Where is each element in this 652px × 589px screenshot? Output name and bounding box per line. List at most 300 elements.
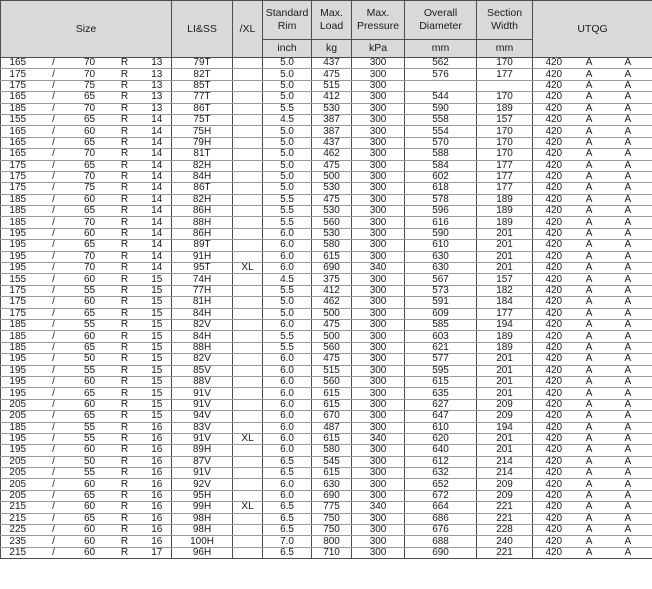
cell-treadwear: 420 — [533, 92, 575, 103]
cell-slash: / — [35, 183, 73, 194]
cell-slash: / — [35, 285, 73, 296]
cell-xl — [233, 399, 263, 410]
cell-xl — [233, 411, 263, 422]
cell-overall-diameter: 618 — [405, 183, 477, 194]
cell-aspect: 70 — [73, 103, 107, 114]
cell-max-pressure: 300 — [352, 536, 405, 547]
header-size: Size — [1, 1, 172, 58]
cell-aspect: 70 — [73, 251, 107, 262]
cell-section-width: 209 — [477, 399, 533, 410]
cell-traction: A — [575, 319, 604, 330]
cell-construction: R — [107, 445, 143, 456]
cell-slash: / — [35, 103, 73, 114]
cell-slash: / — [35, 149, 73, 160]
cell-temperature: A — [604, 479, 652, 490]
cell-load-speed: 95T — [172, 263, 233, 274]
cell-treadwear: 420 — [533, 240, 575, 251]
cell-slash: / — [35, 263, 73, 274]
cell-max-load: 580 — [312, 240, 352, 251]
cell-overall-diameter: 652 — [405, 479, 477, 490]
cell-aspect: 70 — [73, 217, 107, 228]
cell-slash: / — [35, 206, 73, 217]
cell-load-speed: 79H — [172, 137, 233, 148]
cell-load-speed: 81T — [172, 149, 233, 160]
cell-construction: R — [107, 228, 143, 239]
cell-width: 175 — [1, 183, 35, 194]
cell-width: 215 — [1, 547, 35, 558]
cell-construction: R — [107, 354, 143, 365]
cell-traction: A — [575, 160, 604, 171]
cell-max-pressure: 300 — [352, 547, 405, 558]
cell-rim-diameter: 13 — [143, 103, 172, 114]
cell-section-width: 201 — [477, 240, 533, 251]
cell-temperature: A — [604, 456, 652, 467]
cell-treadwear: 420 — [533, 103, 575, 114]
cell-rim-diameter: 16 — [143, 502, 172, 513]
cell-traction: A — [575, 58, 604, 69]
cell-max-pressure: 300 — [352, 206, 405, 217]
cell-max-pressure: 300 — [352, 422, 405, 433]
cell-rim-diameter: 15 — [143, 274, 172, 285]
cell-max-pressure: 300 — [352, 194, 405, 205]
cell-rim-diameter: 15 — [143, 285, 172, 296]
cell-temperature: A — [604, 502, 652, 513]
cell-slash: / — [35, 513, 73, 524]
cell-rim-diameter: 16 — [143, 422, 172, 433]
header-section-width: Section Width — [477, 1, 533, 40]
cell-construction: R — [107, 502, 143, 513]
cell-section-width: 201 — [477, 388, 533, 399]
cell-width: 175 — [1, 297, 35, 308]
cell-width: 155 — [1, 114, 35, 125]
cell-max-pressure: 300 — [352, 69, 405, 80]
cell-aspect: 65 — [73, 490, 107, 501]
table-row — [1, 399, 652, 410]
cell-standard-rim: 6.5 — [263, 513, 312, 524]
table-row — [1, 171, 652, 182]
table-row — [1, 411, 652, 422]
cell-max-load: 690 — [312, 263, 352, 274]
cell-rim-diameter: 15 — [143, 342, 172, 353]
cell-load-speed: 87V — [172, 456, 233, 467]
cell-max-pressure: 300 — [352, 149, 405, 160]
cell-xl — [233, 285, 263, 296]
cell-slash: / — [35, 502, 73, 513]
cell-aspect: 65 — [73, 411, 107, 422]
cell-slash: / — [35, 194, 73, 205]
cell-standard-rim: 5.0 — [263, 308, 312, 319]
cell-temperature: A — [604, 126, 652, 137]
cell-max-load: 515 — [312, 365, 352, 376]
cell-temperature: A — [604, 251, 652, 262]
cell-xl — [233, 297, 263, 308]
cell-max-load: 500 — [312, 308, 352, 319]
cell-treadwear: 420 — [533, 445, 575, 456]
header-max-pressure: Max. Pressure — [352, 1, 405, 40]
cell-traction: A — [575, 114, 604, 125]
cell-max-load: 630 — [312, 479, 352, 490]
cell-overall-diameter: 577 — [405, 354, 477, 365]
cell-traction: A — [575, 194, 604, 205]
cell-treadwear: 420 — [533, 422, 575, 433]
cell-aspect: 70 — [73, 69, 107, 80]
cell-traction: A — [575, 274, 604, 285]
cell-aspect: 65 — [73, 342, 107, 353]
cell-overall-diameter: 609 — [405, 308, 477, 319]
cell-width: 205 — [1, 479, 35, 490]
cell-traction: A — [575, 445, 604, 456]
cell-standard-rim: 6.0 — [263, 490, 312, 501]
cell-overall-diameter: 615 — [405, 376, 477, 387]
cell-section-width: 184 — [477, 297, 533, 308]
cell-temperature: A — [604, 525, 652, 536]
cell-treadwear: 420 — [533, 468, 575, 479]
cell-standard-rim: 6.0 — [263, 433, 312, 444]
cell-width: 225 — [1, 525, 35, 536]
cell-overall-diameter: 544 — [405, 92, 477, 103]
cell-xl — [233, 308, 263, 319]
cell-construction: R — [107, 183, 143, 194]
cell-standard-rim: 6.0 — [263, 263, 312, 274]
cell-traction: A — [575, 547, 604, 558]
cell-construction: R — [107, 513, 143, 524]
cell-temperature: A — [604, 411, 652, 422]
cell-rim-diameter: 14 — [143, 160, 172, 171]
cell-construction: R — [107, 114, 143, 125]
cell-traction: A — [575, 525, 604, 536]
cell-section-width: 177 — [477, 160, 533, 171]
cell-slash: / — [35, 433, 73, 444]
cell-section-width: 189 — [477, 194, 533, 205]
cell-load-speed: 88V — [172, 376, 233, 387]
cell-overall-diameter: 640 — [405, 445, 477, 456]
cell-treadwear: 420 — [533, 160, 575, 171]
cell-max-pressure: 340 — [352, 263, 405, 274]
table-row — [1, 149, 652, 160]
cell-treadwear: 420 — [533, 319, 575, 330]
cell-temperature: A — [604, 58, 652, 69]
cell-rim-diameter: 13 — [143, 80, 172, 91]
cell-rim-diameter: 14 — [143, 217, 172, 228]
cell-traction: A — [575, 240, 604, 251]
cell-aspect: 55 — [73, 422, 107, 433]
cell-temperature: A — [604, 342, 652, 353]
cell-aspect: 60 — [73, 228, 107, 239]
unit-load: kg — [312, 40, 352, 58]
cell-temperature: A — [604, 149, 652, 160]
cell-rim-diameter: 16 — [143, 456, 172, 467]
cell-temperature: A — [604, 468, 652, 479]
cell-load-speed: 82V — [172, 354, 233, 365]
cell-width: 195 — [1, 263, 35, 274]
cell-temperature: A — [604, 536, 652, 547]
cell-treadwear: 420 — [533, 228, 575, 239]
cell-temperature: A — [604, 445, 652, 456]
cell-construction: R — [107, 411, 143, 422]
cell-rim-diameter: 14 — [143, 171, 172, 182]
cell-max-pressure: 300 — [352, 103, 405, 114]
cell-aspect: 60 — [73, 376, 107, 387]
cell-treadwear: 420 — [533, 354, 575, 365]
cell-overall-diameter: 676 — [405, 525, 477, 536]
cell-xl — [233, 80, 263, 91]
cell-treadwear: 420 — [533, 411, 575, 422]
cell-xl — [233, 126, 263, 137]
cell-width: 205 — [1, 468, 35, 479]
unit-rim: inch — [263, 40, 312, 58]
cell-rim-diameter: 16 — [143, 525, 172, 536]
cell-treadwear: 420 — [533, 126, 575, 137]
cell-construction: R — [107, 126, 143, 137]
cell-xl — [233, 69, 263, 80]
cell-traction: A — [575, 331, 604, 342]
cell-width: 175 — [1, 160, 35, 171]
cell-treadwear: 420 — [533, 388, 575, 399]
table-row — [1, 103, 652, 114]
cell-standard-rim: 5.5 — [263, 217, 312, 228]
cell-treadwear: 420 — [533, 206, 575, 217]
cell-max-pressure: 300 — [352, 513, 405, 524]
cell-standard-rim: 6.5 — [263, 525, 312, 536]
cell-max-load: 387 — [312, 114, 352, 125]
cell-rim-diameter: 15 — [143, 376, 172, 387]
cell-construction: R — [107, 365, 143, 376]
cell-standard-rim: 6.5 — [263, 456, 312, 467]
cell-overall-diameter: 635 — [405, 388, 477, 399]
cell-aspect: 65 — [73, 160, 107, 171]
cell-max-load: 530 — [312, 228, 352, 239]
cell-aspect: 60 — [73, 126, 107, 137]
cell-temperature: A — [604, 194, 652, 205]
cell-load-speed: 94V — [172, 411, 233, 422]
cell-max-load: 437 — [312, 58, 352, 69]
cell-traction: A — [575, 456, 604, 467]
cell-load-speed: 96H — [172, 547, 233, 558]
cell-aspect: 65 — [73, 92, 107, 103]
cell-width: 215 — [1, 513, 35, 524]
cell-temperature: A — [604, 388, 652, 399]
cell-max-load: 750 — [312, 513, 352, 524]
cell-traction: A — [575, 479, 604, 490]
cell-width: 195 — [1, 251, 35, 262]
unit-diameter: mm — [405, 40, 477, 58]
cell-traction: A — [575, 399, 604, 410]
cell-standard-rim: 5.5 — [263, 285, 312, 296]
header-overall-diameter: Overall Diameter — [405, 1, 477, 40]
cell-load-speed: 86T — [172, 103, 233, 114]
cell-standard-rim: 5.0 — [263, 160, 312, 171]
cell-width: 205 — [1, 411, 35, 422]
cell-load-speed: 86H — [172, 228, 233, 239]
cell-aspect: 65 — [73, 240, 107, 251]
cell-aspect: 65 — [73, 206, 107, 217]
cell-treadwear: 420 — [533, 342, 575, 353]
cell-width: 185 — [1, 422, 35, 433]
cell-traction: A — [575, 149, 604, 160]
cell-traction: A — [575, 183, 604, 194]
cell-overall-diameter: 630 — [405, 263, 477, 274]
cell-max-pressure: 300 — [352, 297, 405, 308]
cell-xl — [233, 103, 263, 114]
cell-rim-diameter: 15 — [143, 388, 172, 399]
cell-overall-diameter: 686 — [405, 513, 477, 524]
cell-max-load: 530 — [312, 183, 352, 194]
cell-max-load: 615 — [312, 433, 352, 444]
cell-section-width: 221 — [477, 547, 533, 558]
cell-construction: R — [107, 388, 143, 399]
cell-width: 185 — [1, 342, 35, 353]
cell-xl — [233, 479, 263, 490]
cell-width: 185 — [1, 319, 35, 330]
cell-slash: / — [35, 376, 73, 387]
unit-width: mm — [477, 40, 533, 58]
cell-traction: A — [575, 422, 604, 433]
cell-xl — [233, 240, 263, 251]
cell-load-speed: 74H — [172, 274, 233, 285]
cell-width: 195 — [1, 240, 35, 251]
cell-traction: A — [575, 536, 604, 547]
table-row — [1, 513, 652, 524]
cell-aspect: 60 — [73, 536, 107, 547]
cell-section-width: 189 — [477, 103, 533, 114]
cell-max-load: 412 — [312, 92, 352, 103]
cell-traction: A — [575, 354, 604, 365]
cell-rim-diameter: 14 — [143, 137, 172, 148]
cell-width: 235 — [1, 536, 35, 547]
cell-construction: R — [107, 206, 143, 217]
cell-section-width: 189 — [477, 331, 533, 342]
cell-aspect: 55 — [73, 285, 107, 296]
cell-max-load: 500 — [312, 331, 352, 342]
cell-standard-rim: 4.5 — [263, 114, 312, 125]
cell-max-load: 615 — [312, 251, 352, 262]
cell-width: 195 — [1, 365, 35, 376]
cell-rim-diameter: 15 — [143, 399, 172, 410]
table-row — [1, 69, 652, 80]
table-row — [1, 525, 652, 536]
cell-load-speed: 89T — [172, 240, 233, 251]
cell-slash: / — [35, 547, 73, 558]
cell-temperature: A — [604, 103, 652, 114]
cell-max-pressure: 300 — [352, 217, 405, 228]
cell-treadwear: 420 — [533, 69, 575, 80]
cell-max-load: 375 — [312, 274, 352, 285]
cell-construction: R — [107, 319, 143, 330]
cell-aspect: 75 — [73, 183, 107, 194]
cell-xl — [233, 365, 263, 376]
cell-xl — [233, 354, 263, 365]
cell-overall-diameter: 612 — [405, 456, 477, 467]
cell-section-width: 157 — [477, 274, 533, 285]
cell-section-width: 170 — [477, 126, 533, 137]
cell-max-load: 615 — [312, 399, 352, 410]
cell-xl — [233, 228, 263, 239]
cell-standard-rim: 6.0 — [263, 479, 312, 490]
cell-overall-diameter — [405, 80, 477, 91]
cell-slash: / — [35, 342, 73, 353]
cell-section-width — [477, 80, 533, 91]
cell-max-pressure: 300 — [352, 274, 405, 285]
cell-traction: A — [575, 342, 604, 353]
cell-traction: A — [575, 217, 604, 228]
cell-aspect: 65 — [73, 114, 107, 125]
cell-construction: R — [107, 240, 143, 251]
cell-xl: XL — [233, 263, 263, 274]
cell-slash: / — [35, 297, 73, 308]
cell-width: 165 — [1, 92, 35, 103]
cell-rim-diameter: 16 — [143, 490, 172, 501]
cell-rim-diameter: 15 — [143, 365, 172, 376]
cell-construction: R — [107, 536, 143, 547]
cell-standard-rim: 5.0 — [263, 58, 312, 69]
cell-temperature: A — [604, 80, 652, 91]
cell-max-pressure: 300 — [352, 58, 405, 69]
cell-rim-diameter: 14 — [143, 240, 172, 251]
cell-width: 205 — [1, 456, 35, 467]
cell-aspect: 60 — [73, 274, 107, 285]
cell-slash: / — [35, 456, 73, 467]
cell-section-width: 189 — [477, 217, 533, 228]
cell-temperature: A — [604, 308, 652, 319]
cell-overall-diameter: 584 — [405, 160, 477, 171]
cell-treadwear: 420 — [533, 251, 575, 262]
cell-width: 185 — [1, 103, 35, 114]
cell-aspect: 60 — [73, 547, 107, 558]
cell-overall-diameter: 554 — [405, 126, 477, 137]
cell-max-pressure: 300 — [352, 411, 405, 422]
cell-xl — [233, 137, 263, 148]
cell-construction: R — [107, 331, 143, 342]
cell-max-load: 530 — [312, 206, 352, 217]
cell-treadwear: 420 — [533, 58, 575, 69]
cell-section-width: 189 — [477, 206, 533, 217]
cell-slash: / — [35, 388, 73, 399]
cell-max-pressure: 300 — [352, 354, 405, 365]
cell-max-load: 462 — [312, 149, 352, 160]
cell-standard-rim: 5.0 — [263, 183, 312, 194]
cell-xl — [233, 513, 263, 524]
cell-section-width: 240 — [477, 536, 533, 547]
cell-overall-diameter: 602 — [405, 171, 477, 182]
cell-xl — [233, 183, 263, 194]
cell-treadwear: 420 — [533, 479, 575, 490]
cell-overall-diameter: 610 — [405, 240, 477, 251]
cell-temperature: A — [604, 422, 652, 433]
header-xl: /XL — [233, 1, 263, 58]
cell-overall-diameter: 610 — [405, 422, 477, 433]
cell-rim-diameter: 15 — [143, 319, 172, 330]
cell-overall-diameter: 590 — [405, 103, 477, 114]
cell-temperature: A — [604, 319, 652, 330]
cell-aspect: 60 — [73, 331, 107, 342]
cell-xl — [233, 194, 263, 205]
cell-overall-diameter: 690 — [405, 547, 477, 558]
cell-slash: / — [35, 445, 73, 456]
cell-construction: R — [107, 422, 143, 433]
cell-temperature: A — [604, 365, 652, 376]
cell-rim-diameter: 14 — [143, 183, 172, 194]
cell-width: 175 — [1, 308, 35, 319]
cell-max-pressure: 300 — [352, 160, 405, 171]
table-row — [1, 342, 652, 353]
table-row — [1, 331, 652, 342]
table-row — [1, 251, 652, 262]
cell-temperature: A — [604, 376, 652, 387]
cell-xl — [233, 58, 263, 69]
cell-slash: / — [35, 92, 73, 103]
table-row — [1, 240, 652, 251]
cell-width: 185 — [1, 206, 35, 217]
